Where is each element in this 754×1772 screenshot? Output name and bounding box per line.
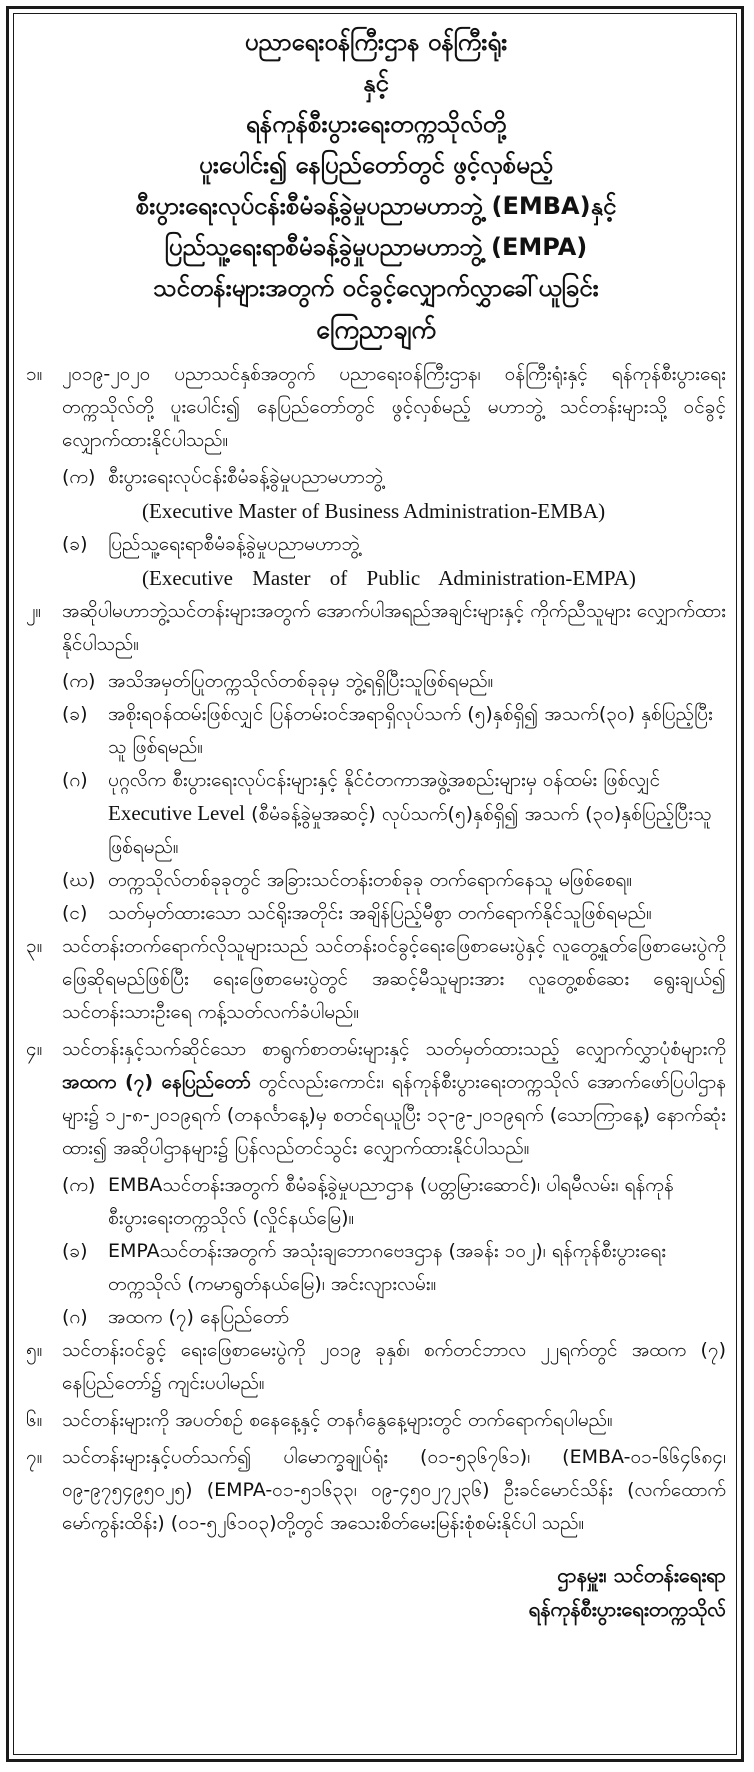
signoff-department: ဌာနမှူး၊ သင်တန်းရေးရာ [557, 1563, 726, 1587]
paragraph-number: ၇။ [26, 1446, 43, 1468]
paragraph-number: ၁။ [26, 363, 43, 385]
list-item [26, 698, 726, 764]
list-item-label: (ခ) [62, 533, 88, 555]
list-item-label: (င) [62, 902, 88, 924]
paragraph-number: ၂။ [26, 600, 42, 622]
list-item-label: (ဂ) [62, 1306, 88, 1328]
list-item-label: (ဂ) [62, 769, 88, 791]
heading-line-emba: စီးပွားရေးလုပ်ငန်းစီမံခန့်ခွဲမှုပညာမဟာဘွဲ့ (EMBA)နှင့် [135, 192, 617, 220]
announcement-title: ကြေညာချက် [316, 315, 436, 344]
list-item [26, 1169, 726, 1235]
paragraph-number: ၄။ [26, 1038, 43, 1060]
paragraph-text: သင်တန်းတက်ရောက်လိုသူများသည် သင်တန်းဝင်ခွင့်ရေးဖြေစာမေးပွဲနှင့် လူတွေ့နှုတ်ဖြေစာမေးပွဲကို ဖြေဆိုရမည်ဖြစ်ပြီး ရေးဖြေစာမေးပွဲတွင် အဆင့်မီသူများအား လူတွေ့စစ်ဆေး ရွေးချယ်၍ သင်တန်းသားဦးရေ ကန့်သတ်လက်ခံပါမည်။ [62, 935, 726, 1023]
paragraph-text-b: တွင်လည်းကောင်း၊ ရန်ကုန်စီးပွားရေးတက္ကသိုလ် အောက်ဖော်ပြပါဌာနများ၌ ၁၂-၈-၂၀၁၉ရက် (တနင်္လာနေ့)မှ စတင်ရယူပြီး ၁၃-၉-၂၀၁၉ရက် (သောကြာနေ့) နောက်ဆုံးထား၍ အဆိုပါဌာနများ၌ ပြန်လည်တင်သွင်း လျှောက်ထားနိုင်ပါသည်။ [62, 1071, 727, 1159]
list-item [26, 1235, 726, 1301]
list-item [26, 461, 726, 494]
list-item-text-a: ပုဂ္ဂလိက စီးပွားရေးလုပ်ငန်းများနှင့် နိုင်ငံတကာအဖွဲ့အစည်းများမှ ဝန်ထမ်း ဖြစ်လျှင် [108, 769, 661, 791]
heading-line-location: ပူးပေါင်း၍ နေပြည်တော်တွင် ဖွင့်လှစ်မည့် [199, 151, 553, 179]
paragraph-text: သင်တန်းဝင်ခွင့် ရေးဖြေစာမေးပွဲကို ၂၀၁၉ ခုနှစ်၊ စက်တင်ဘာလ ၂၂ရက်တွင် အထက (၇) နေပြည်တော်၌ ကျင်းပပါမည်။ [62, 1339, 726, 1394]
list-item-text-b: (စီမံခန့်ခွဲမှုအဆင့်) လုပ်သက်(၅)နှစ်ရှိ၍ အသက် (၃၀)နှစ်ပြည့်ပြီးသူဖြစ်ရမည်။ [108, 803, 712, 858]
list-item [26, 528, 726, 561]
paragraph-text: အဆိုပါမဟာဘွဲ့သင်တန်းများအတွက် အောက်ပါအရည်အချင်းများနှင့် ကိုက်ညီသူများ လျှောက်ထားနိုင်ပါသည်။ [62, 600, 727, 655]
announcement-body [26, 358, 726, 1626]
heading-line-ministry: ပညာရေးဝန်ကြီးဌာန ဝန်ကြီးရုံး [244, 28, 508, 56]
signoff-university: ရန်ကုန်စီးပွားရေးတက္ကသိုလ် [528, 1597, 726, 1621]
announcement [26, 22, 726, 1626]
list-item-text: အစိုးရဝန်ထမ်းဖြစ်လျှင် ပြန်တမ်းဝင်အရာရှိလုပ်သက် (၅)နှစ်ရှိ၍ အသက်(၃၀) နှစ်ပြည့်ပြီးသူ ဖြစ်ရမည်။ [108, 703, 713, 758]
heading-line-university: ရန်ကုန်စီးပွားရေးတက္ကသိုလ်တို့ [245, 110, 507, 138]
list-item-label: (ခ) [62, 703, 88, 725]
paragraph-text [62, 1033, 726, 1165]
paragraph-text: သင်တန်းများကို အပတ်စဉ် စနေနေ့နှင့် တနင်္ဂနွေနေ့များတွင် တက်ရောက်ရပါမည်။ [62, 1409, 613, 1431]
list-item [26, 1301, 726, 1334]
paragraph-7 [26, 1441, 726, 1540]
list-item-text: သတ်မှတ်ထားသော သင်ရိုးအတိုင်း အချိန်ပြည့်မီစွာ တက်ရောက်နိုင်သူဖြစ်ရမည်။ [108, 902, 652, 924]
paragraph-5 [26, 1334, 726, 1400]
highlighted-school: အထက (၇) နေပြည်တော် [62, 1071, 251, 1093]
list-item-label: (က) [62, 670, 96, 692]
list-item [26, 764, 726, 864]
heading-line-empa: ပြည်သူ့ရေးရာစီမံခန့်ခွဲမှုပညာမဟာဘွဲ့ (EMPA) [164, 233, 588, 261]
english-program-name: (Executive Master of Public Administration-EMPA) [142, 566, 636, 590]
heading-line-invitation: သင်တန်းများအတွက် ဝင်ခွင့်လျှောက်လွှာခေါ်ယူခြင်း [153, 274, 599, 302]
list-item-text: EMBAသင်တန်းအတွက် စီမံခန့်ခွဲမှုပညာဌာန (ပတ္တမြားဆောင်)၊ ပါရမီလမ်း၊ ရန်ကုန်စီးပွားရေးတက္ကသိုလ် (လှိုင်နယ်မြေ)။ [108, 1174, 674, 1229]
list-item-text: အထက (၇) နေပြည်တော် [108, 1306, 290, 1328]
english-program-name: (Executive Master of Business Administration-EMBA) [142, 499, 606, 523]
paragraph-number: ၃။ [26, 935, 43, 957]
signoff [26, 1558, 726, 1626]
announcement-heading [26, 22, 726, 350]
list-item-text: တက္ကသိုလ်တစ်ခုခုတွင် အခြားသင်တန်းတစ်ခုခု တက်ရောက်နေသူ မဖြစ်စေရ။ [108, 869, 633, 891]
paragraph-text: သင်တန်းများနှင့်ပတ်သက်၍ ပါမောက္ခချုပ်ရုံး (၀၁-၅၃၆၇၆၁)၊ (EMBA-၀၁-၆၆၄၆၈၄၊ ၀၉-၉၇၅၄၉၅၀၂၅) (EMPA-၀၁-၅၁၆၃၃၊ ၀၉-၄၅၀၂၇၂၃၆) ဦးခင်မောင်သိန်း (လက်ထောက်မော်ကွန်းထိန်း) (၀၁-၅၂၆၁၀၃)တို့တွင် အသေးစိတ်မေးမြန်းစုံစမ်းနိုင်ပါ သည်။ [62, 1446, 726, 1534]
paragraph-number: ၆။ [26, 1409, 43, 1431]
list-item [26, 665, 726, 698]
paragraph-6 [26, 1404, 726, 1437]
paragraph-1 [26, 358, 726, 457]
list-item-text: စီးပွားရေးလုပ်ငန်းစီမံခန့်ခွဲမှုပညာမဟာဘွဲ့ [108, 466, 384, 488]
paragraph-number: ၅။ [26, 1339, 43, 1361]
list-item-text [108, 764, 726, 864]
list-item-text: EMPAသင်တန်းအတွက် အသုံးချဘောဂဗေဒဌာန (အခန်း ၁၀၂)၊ ရန်ကုန်စီးပွားရေးတက္ကသိုလ် (ကမာရွတ်နယ်မြေ)၊ အင်းလျားလမ်း။ [108, 1240, 667, 1295]
paragraph-3 [26, 930, 726, 1029]
executive-level-text: Executive Level [108, 801, 246, 825]
list-item-label: (ဃ) [62, 869, 96, 891]
paragraph-2 [26, 595, 726, 661]
list-item [26, 864, 726, 897]
paragraph-text: ၂၀၁၉-၂၀၂၀ ပညာသင်နှစ်အတွက် ပညာရေးဝန်ကြီးဌာန၊ ဝန်ကြီးရုံးနှင့် ရန်ကုန်စီးပွားရေးတက္ကသိုလ်တို့ ပူးပေါင်း၍ နေပြည်တော်တွင် ဖွင့်လှစ်မည့် မဟာဘွဲ့ သင်တန်းများသို့ ဝင်ခွင့်လျှောက်ထားနိုင်ပါသည်။ [62, 363, 726, 451]
list-item-label: (က) [62, 1174, 96, 1196]
list-item [26, 897, 726, 930]
paragraph-text-a: သင်တန်းနှင့်သက်ဆိုင်သော စာရွက်စာတမ်းများနှင့် သတ်မှတ်ထားသည့် လျှောက်လွှာပုံစံများကို [62, 1038, 726, 1060]
list-item-text: ပြည်သူ့ရေးရာစီမံခန့်ခွဲမှုပညာမဟာဘွဲ့ [108, 533, 360, 555]
list-item-text: အသိအမှတ်ပြုတက္ကသိုလ်တစ်ခုခုမှ ဘွဲ့ရရှိပြီးသူဖြစ်ရမည်။ [108, 670, 494, 692]
list-item-label: (ခ) [62, 1240, 88, 1262]
heading-line-and: နှင့် [363, 69, 389, 97]
list-item-label: (က) [62, 466, 96, 488]
paragraph-4 [26, 1033, 726, 1165]
